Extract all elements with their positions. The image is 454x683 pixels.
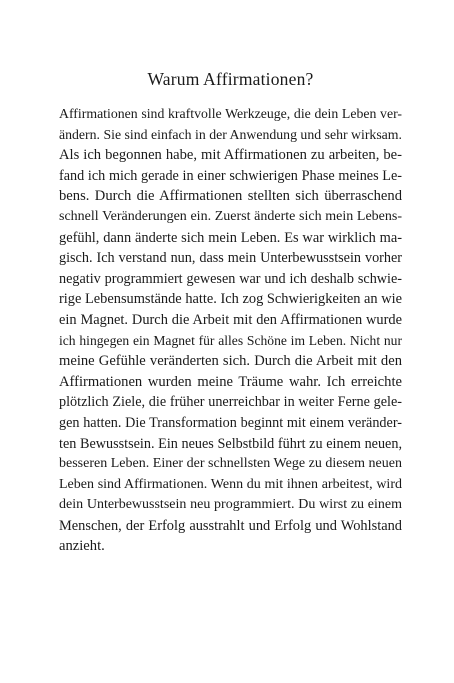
text-line: negativ programmiert gewesen war und ich deshalb schwie- [59,270,402,287]
text-line: gisch. Ich verstand nun, dass mein Unterbewusstsein vorher [59,250,402,267]
text-line: ändern. Sie sind einfach in der Anwendung und sehr wirksam. [59,126,402,142]
text-line: plötzlich Ziele, die früher unerreichbar in weiter Ferne gele- [59,394,402,411]
text-line: dein Unterbewusstsein neu programmiert. Du wirst zu einem [59,497,402,513]
text-line: gefühl, dann änderte sich mein Leben. Es war wirklich ma- [59,229,402,246]
text-line: rige Lebensumstände hatte. Ich zog Schwierigkeiten an wie [59,291,402,308]
text-line: Affirmationen sind kraftvolle Werkzeuge, die dein Leben ver- [59,106,402,121]
text-line: fand ich mich gerade in einer schwierigen Phase meines Le- [59,167,402,184]
text-line: meine Gefühle veränderten sich. Durch die Arbeit mit den [59,353,402,370]
text-line: Affirmationen wurden meine Träume wahr. Ich erreichte [59,373,402,390]
text-line: ten Bewusstsein. Ein neues Selbstbild führt zu einem neuen, [59,435,402,452]
body-text [59,104,402,557]
text-line: gen hatten. Die Transformation beginnt mit einem veränder- [59,414,402,431]
text-line: anzieht. [59,538,105,555]
book-page [59,0,402,683]
text-line: besseren Leben. Einer der schnellsten Wege zu diesem neuen [59,456,402,472]
text-line: ich hingegen ein Magnet für alles Schöne im Leben. Nicht nur [59,332,402,348]
text-line: Als ich begonnen habe, mit Affirmationen zu arbeiten, be- [59,147,402,164]
text-line: ein Magnet. Durch die Arbeit mit den Affirmationen wurde [59,311,402,328]
text-line: bens. Durch die Affirmationen stellten sich überraschend [59,188,402,205]
text-line: Leben sind Affirmationen. Wenn du mit ihnen arbeitest, wird [59,476,402,492]
chapter-title: Warum Affirmationen? [147,69,314,89]
text-line: Menschen, der Erfolg ausstrahlt und Erfolg und Wohlstand [59,517,402,534]
text-line: schnell Veränderungen ein. Zuerst änderte sich mein Lebens- [59,208,402,224]
